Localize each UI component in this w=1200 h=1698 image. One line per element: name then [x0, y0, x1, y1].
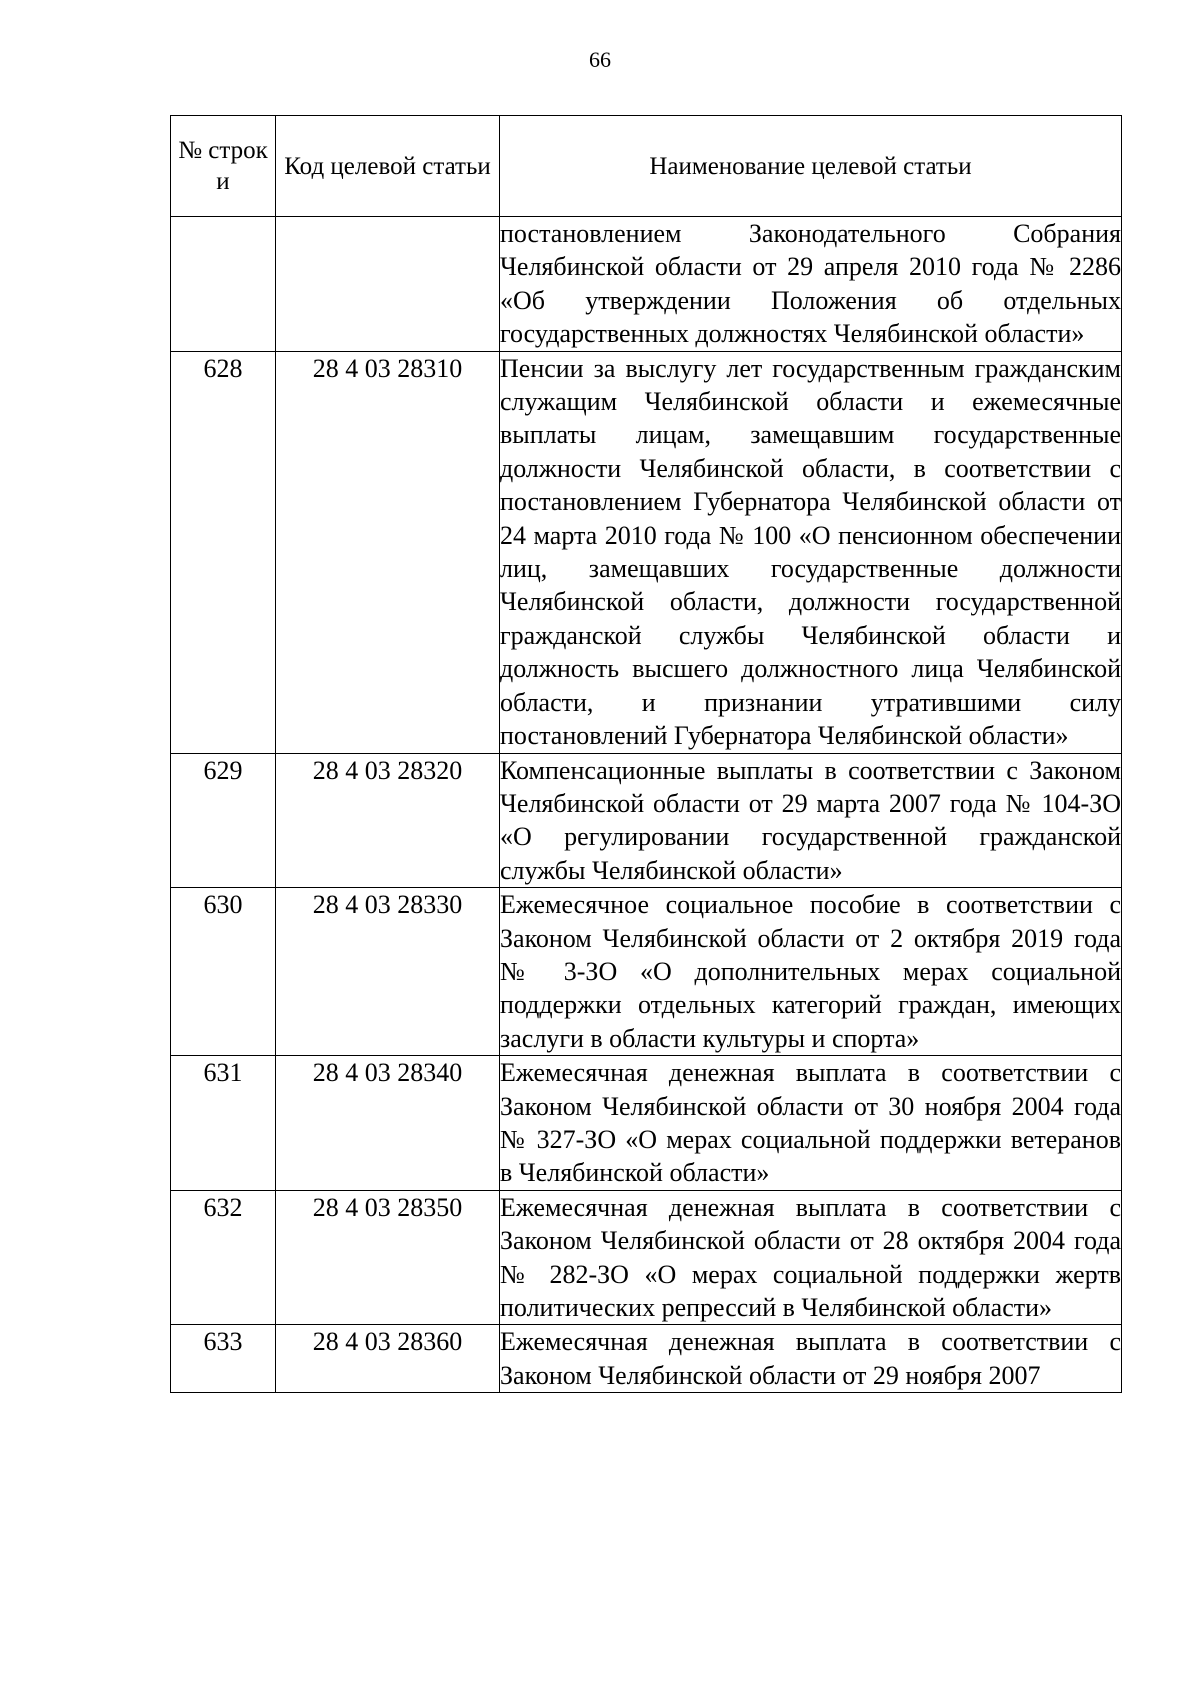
row-name: Компенсационные выплаты в соответствии с Законом Челябинской области от 29 марта 2007 года № 104-ЗО «О регулировании государственной гражданской службы Челябинской области»: [500, 753, 1122, 888]
row-code: 28 4 03 28320: [276, 753, 500, 888]
row-code: 28 4 03 28360: [276, 1325, 500, 1393]
row-code: 28 4 03 28330: [276, 888, 500, 1056]
table-row: [171, 217, 1122, 352]
row-code: 28 4 03 28310: [276, 351, 500, 753]
row-name: Ежемесячная денежная выплата в соответствии с Законом Челябинской области от 30 ноября 2004 года № 327-ЗО «О мерах социальной поддержки ветеранов в Челябинской области»: [500, 1056, 1122, 1191]
header-row-number: № строки: [171, 116, 276, 217]
row-number: 630: [171, 888, 276, 1056]
row-number: 631: [171, 1056, 276, 1191]
row-number: [171, 217, 276, 352]
header-name: Наименование целевой статьи: [500, 116, 1122, 217]
table-row: [171, 753, 1122, 888]
row-name: Пенсии за выслугу лет государственным гражданским служащим Челябинской области и ежемесячные выплаты лицам, замещавшим государственные должности Челябинской области, в соответствии с постановлением Губернатора Челябинской области от 24 марта 2010 года № 100 «О пенсионном обеспечении лиц, замещавших государственные должности Челябинской области, должности государственной гражданской службы Челябинской области и должность высшего должностного лица Челябинской области, и признании утратившими силу постановлений Губернатора Челябинской области»: [500, 351, 1122, 753]
row-code: 28 4 03 28350: [276, 1190, 500, 1325]
row-name: Ежемесячная денежная выплата в соответствии с Законом Челябинской области от 29 ноября 2007: [500, 1325, 1122, 1393]
table-row: [171, 1190, 1122, 1325]
target-articles-table: [170, 115, 1122, 1393]
table-row: [171, 351, 1122, 753]
row-number: 632: [171, 1190, 276, 1325]
row-name: постановлением Законодательного Собрания Челябинской области от 29 апреля 2010 года № 2286 «Об утверждении Положения об отдельных государственных должностях Челябинской области»: [500, 217, 1122, 352]
row-code: 28 4 03 28340: [276, 1056, 500, 1191]
page-number: 66: [589, 47, 611, 72]
table-row: [171, 1325, 1122, 1393]
row-number: 633: [171, 1325, 276, 1393]
row-code: [276, 217, 500, 352]
row-name: Ежемесячная денежная выплата в соответствии с Законом Челябинской области от 28 октября 2004 года № 282-ЗО «О мерах социальной поддержки жертв политических репрессий в Челябинской области»: [500, 1190, 1122, 1325]
table-header-row: [171, 116, 1122, 217]
header-code: Код целевой статьи: [276, 116, 500, 217]
row-name: Ежемесячное социальное пособие в соответствии с Законом Челябинской области от 2 октября 2019 года № 3-ЗО «О дополнительных мерах социальной поддержки отдельных категорий граждан, имеющих заслуги в области культуры и спорта»: [500, 888, 1122, 1056]
table-row: [171, 1056, 1122, 1191]
row-number: 628: [171, 351, 276, 753]
row-number: 629: [171, 753, 276, 888]
table-row: [171, 888, 1122, 1056]
